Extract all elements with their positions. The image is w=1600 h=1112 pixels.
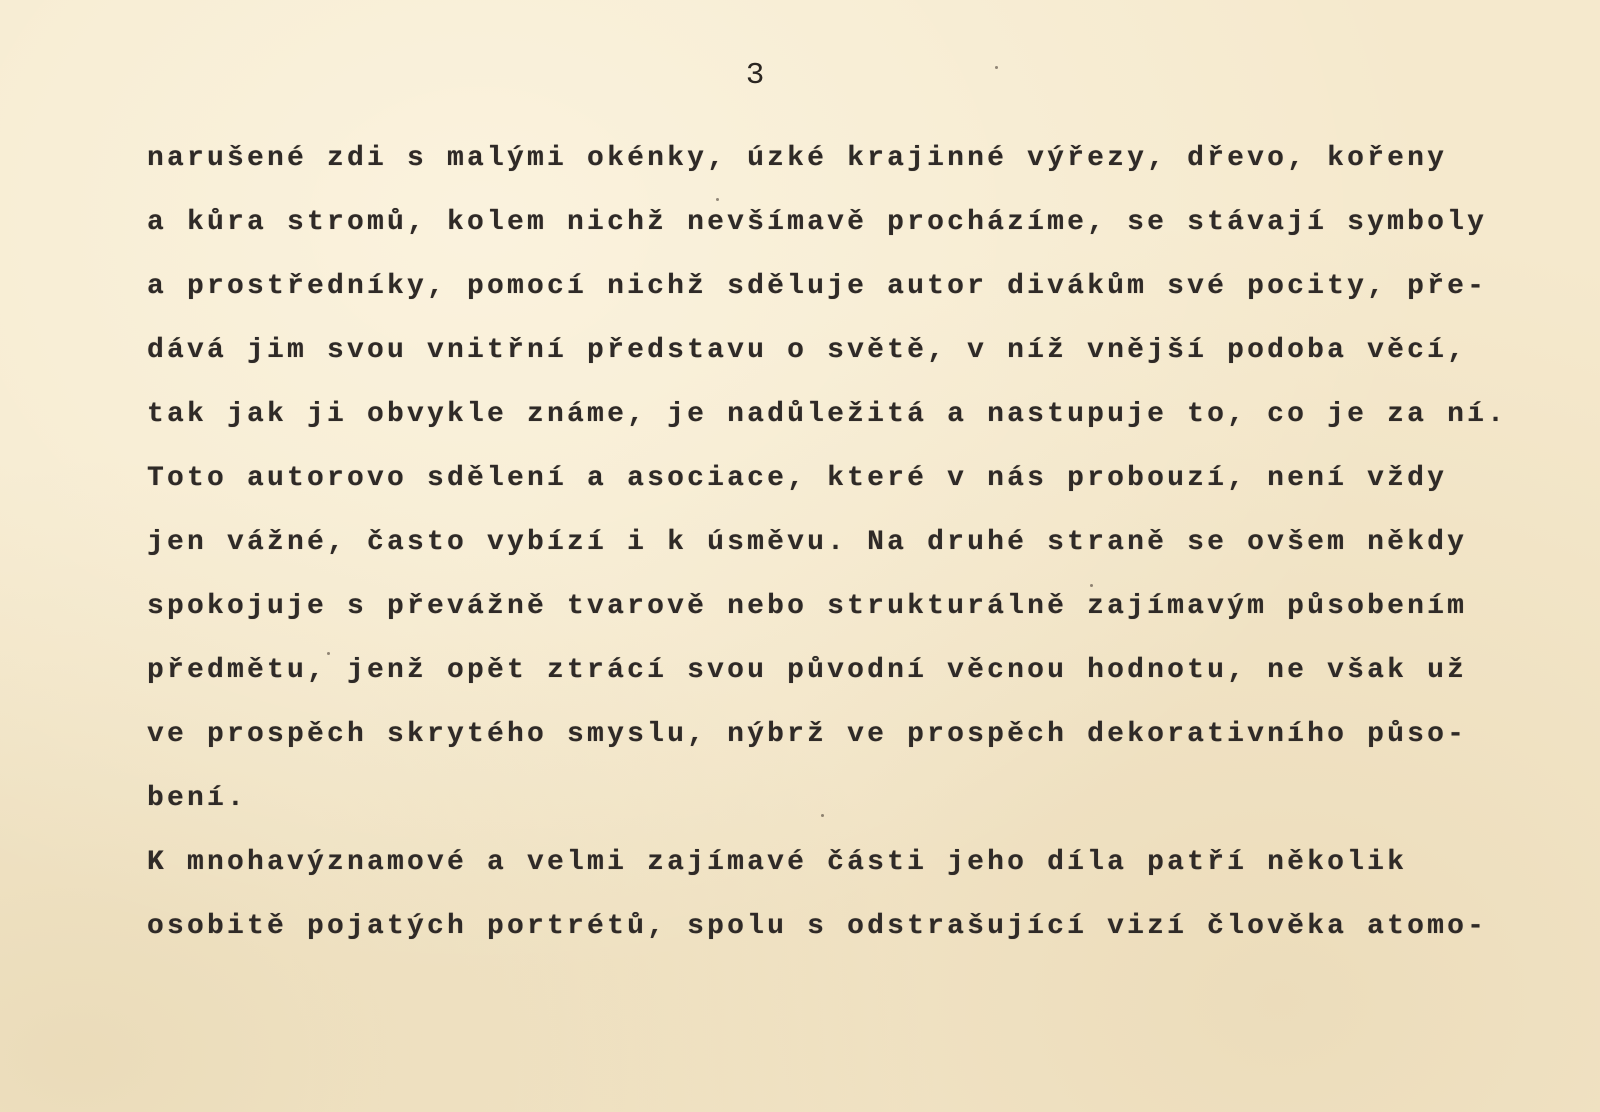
text-line-2: a kůra stromů, kolem nichž nevšímavě procházíme, se stávají symboly [147,207,1488,238]
text-line-13: osobitě pojatých portrétů, spolu s odstrašující vizí člověka atomo- [147,911,1488,942]
text-line-10: ve prospěch skrytého smyslu, nýbrž ve prospěch dekorativního půso- [147,719,1468,750]
paper-speck [716,198,719,201]
page-number: 3 [745,58,765,93]
text-line-3: a prostředníky, pomocí nichž sděluje autor divákům své pocity, pře- [147,271,1488,302]
paper-speck [821,814,824,817]
text-line-9: předmětu, jenž opět ztrácí svou původní věcnou hodnotu, ne však už [147,655,1468,686]
text-line-8: spokojuje s převážně tvarově nebo strukturálně zajímavým působením [147,591,1468,622]
paper-speck [327,652,330,655]
paper-speck [995,66,998,69]
text-line-1: narušené zdi s malými okénky, úzké krajinné výřezy, dřevo, kořeny [147,143,1448,174]
text-line-4: dává jim svou vnitřní představu o světě, v níž vnější podoba věcí, [147,335,1468,366]
text-line-11: bení. [147,783,248,814]
paper-speck [1090,584,1093,587]
text-line-5: tak jak ji obvykle známe, je nadůležitá a nastupuje to, co je za ní. [147,399,1508,430]
text-line-7: jen vážné, často vybízí i k úsměvu. Na druhé straně se ovšem někdy [147,527,1468,558]
text-line-6: Toto autorovo sdělení a asociace, které v nás probouzí, není vždy [147,463,1448,494]
text-line-12: K mnohavýznamové a velmi zajímavé části jeho díla patří několik [147,847,1408,878]
